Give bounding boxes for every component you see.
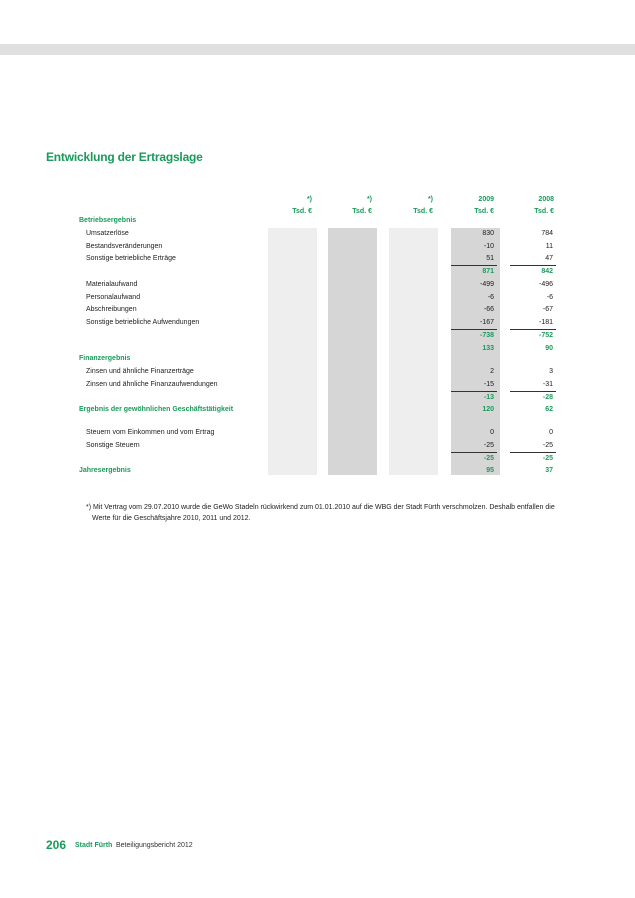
table-row	[0, 228, 635, 240]
table-row	[0, 317, 635, 329]
unit-col1: Tsd. €	[292, 208, 312, 215]
table-row	[0, 366, 635, 378]
value-2008: 3	[549, 368, 553, 375]
top-band	[0, 44, 635, 55]
row-label: Zinsen und ähnliche Finanzerträge	[86, 368, 194, 375]
value-2009	[451, 353, 497, 365]
row-label: Sonstige Steuern	[86, 442, 140, 449]
table-row	[0, 279, 635, 291]
row-label: Jahresergebnis	[79, 467, 131, 474]
value-2009: -25	[451, 440, 497, 453]
value-2009: 95	[486, 467, 494, 474]
value-2009: -167	[451, 317, 497, 330]
value-2009: -25	[483, 455, 494, 462]
value-2008: -496	[538, 281, 553, 288]
value-2008: -25	[510, 440, 556, 453]
table-row	[0, 330, 635, 342]
header-2008: 2008	[538, 196, 554, 203]
unit-col3: Tsd. €	[413, 208, 433, 215]
value-2008: 842	[541, 268, 553, 275]
header-2009: 2009	[478, 196, 494, 203]
table-row	[0, 266, 635, 278]
header-col1: *)	[306, 196, 312, 203]
row-label: Sonstige betriebliche Aufwendungen	[86, 319, 200, 326]
value-2009: 120	[482, 406, 494, 413]
unit-col2: Tsd. €	[352, 208, 372, 215]
header-col3: *)	[427, 196, 433, 203]
value-2008: -6	[546, 294, 553, 301]
unit-2009: Tsd. €	[474, 208, 494, 215]
row-label: Sonstige betriebliche Erträge	[86, 255, 176, 262]
row-label: Abschreibungen	[86, 306, 137, 313]
table-row	[0, 215, 635, 227]
value-2009: -6	[487, 294, 494, 301]
row-label: Ergebnis der gewöhnlichen Geschäftstätigkeit	[79, 406, 234, 413]
value-2008: 784	[541, 230, 553, 237]
row-label: Zinsen und ähnliche Finanzaufwendungen	[86, 381, 218, 388]
value-2008: 0	[549, 429, 553, 436]
value-2009: -10	[483, 243, 494, 250]
value-2009: 51	[451, 253, 497, 266]
footer-text: Beteiligungsbericht 2012	[116, 842, 193, 849]
table-row	[0, 392, 635, 404]
value-2008: 37	[545, 467, 553, 474]
table-row	[0, 292, 635, 304]
table-row	[0, 379, 635, 391]
table-row	[0, 440, 635, 452]
value-2009: 830	[482, 230, 494, 237]
value-2009: 133	[482, 345, 494, 352]
row-label: Betriebsergebnis	[79, 217, 137, 224]
table-row	[0, 453, 635, 465]
value-2009: -738	[479, 332, 494, 339]
value-2008: 62	[545, 406, 553, 413]
value-2008: 47	[510, 253, 556, 266]
row-label: Bestandsveränderungen	[86, 243, 163, 250]
row-label: Steuern vom Einkommen und vom Ertrag	[86, 429, 215, 436]
unit-2008: Tsd. €	[534, 208, 554, 215]
page-title: Entwicklung der Ertragslage	[46, 150, 203, 164]
row-label: Personalaufwand	[86, 294, 141, 301]
row-label: Finanzergebnis	[79, 355, 131, 362]
table-row	[0, 253, 635, 265]
footnote: *) Mit Vertrag vom 29.07.2010 wurde die GeWo Stadeln rückwirkend zum 01.01.2010 auf die WBG der Stadt Fürth verschmolzen. Deshalb entfallen die Werte für die Geschäftsjahre 2010, 2011 und 2012.	[86, 504, 555, 522]
table-row	[0, 241, 635, 253]
row-label: Materialaufwand	[86, 281, 138, 288]
value-2008: -25	[542, 455, 553, 462]
value-2008	[510, 353, 556, 365]
table-row	[0, 353, 635, 365]
value-2009: 871	[482, 268, 494, 275]
value-2008: 90	[545, 345, 553, 352]
value-2009: -15	[451, 379, 497, 392]
value-2009: -66	[483, 306, 494, 313]
footer-brand: Stadt Fürth	[75, 842, 113, 849]
value-2008: -31	[510, 379, 556, 392]
value-2008: -67	[542, 306, 553, 313]
value-2008	[510, 215, 556, 227]
header-col2: *)	[366, 196, 372, 203]
page-number: 206	[46, 838, 67, 852]
value-2009: 0	[490, 429, 494, 436]
table-row	[0, 465, 635, 477]
value-2008: 11	[545, 243, 553, 250]
value-2009: 2	[490, 368, 494, 375]
table-row	[0, 304, 635, 316]
value-2009: -13	[483, 394, 494, 401]
value-2009: -499	[479, 281, 494, 288]
value-2009	[451, 215, 497, 227]
table-row	[0, 427, 635, 439]
value-2008: -181	[510, 317, 556, 330]
table-row	[0, 404, 635, 416]
value-2008: -28	[542, 394, 553, 401]
row-label: Umsatzerlöse	[86, 230, 129, 237]
value-2008: -752	[538, 332, 553, 339]
